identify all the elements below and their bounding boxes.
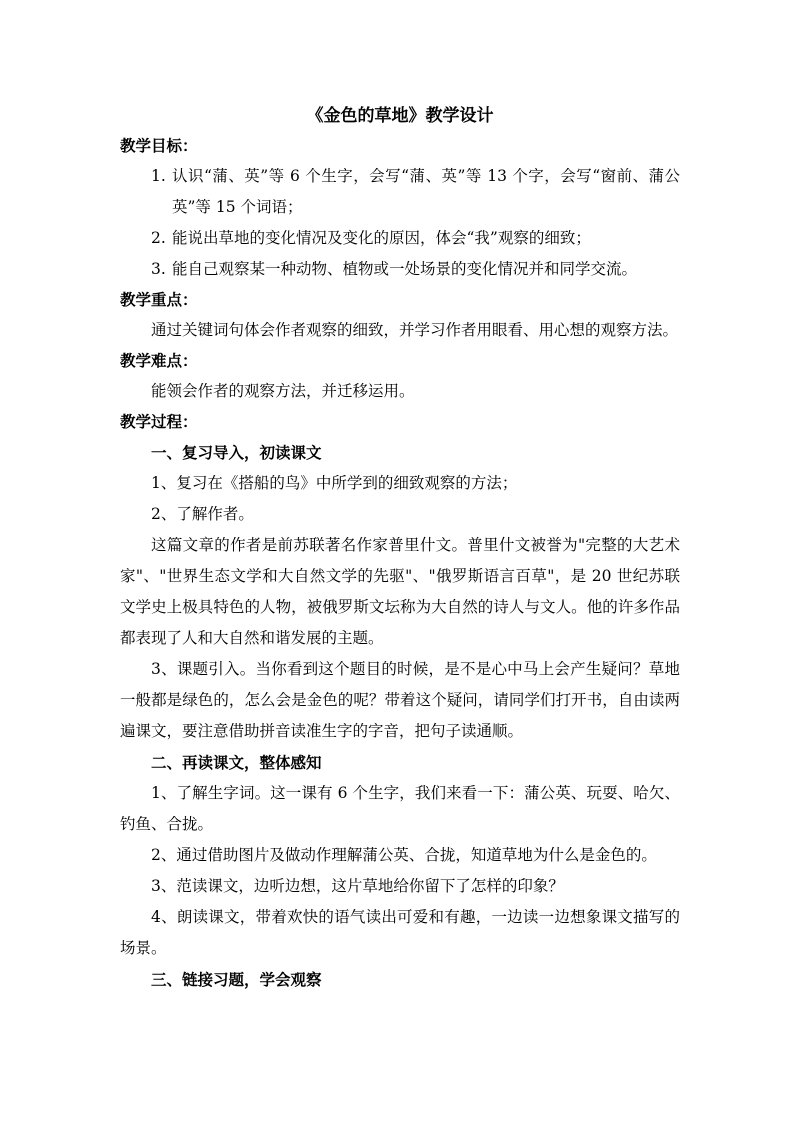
goal-number: 1.	[151, 167, 166, 185]
key-points-text: 通过关键词句体会作者观察的细致，并学习作者用眼看、用心想的观察方法。	[151, 321, 679, 339]
difficulty-heading: 教学难点：	[120, 351, 198, 370]
difficulty-text: 能领会作者的观察方法，并迁移运用。	[151, 382, 415, 400]
paragraph: 2、了解作者。	[151, 505, 254, 523]
paragraph: 2、通过借助图片及做动作理解蒲公英、合拢，知道草地为什么是金色的。	[151, 846, 657, 864]
goal-number: 2.	[151, 229, 166, 247]
paragraph: 1、复习在《搭船的鸟》中所学到的细致观察的方法；	[151, 474, 518, 492]
process-heading: 教学过程：	[120, 412, 198, 431]
goal-text: 认识“蒲、英”等 6 个生字，会写“蒲、英”等 13 个字，会写“窗前、蒲公英”等 15 个词语；	[172, 167, 680, 216]
goals-heading: 教学目标：	[120, 136, 198, 155]
section-title: 一、复习导入，初读课文	[151, 443, 322, 462]
goal-item	[120, 223, 680, 254]
paragraph: 3、范读课文，边听边想，这片草地给你留下了怎样的印象？	[151, 877, 564, 895]
key-points-heading: 教学重点：	[120, 290, 198, 309]
section-title: 三、链接习题，学会观察	[151, 970, 322, 989]
goal-item	[120, 254, 680, 285]
goal-number: 3.	[151, 260, 166, 278]
paragraph: 3、课题引入。当你看到这个题目的时候，是不是心中马上会产生疑问？草地一般都是绿色的，怎么会是金色的呢？带着这个疑问，请同学们打开书，自由读两遍课文，要注意借助拼音读准生字的字音，把句子读通顺。	[120, 660, 680, 740]
document-body	[120, 101, 680, 995]
paragraph: 这篇文章的作者是前苏联著名作家普里什文。普里什文被誉为"完整的大艺术家"、"世界生态文学和大自然文学的先驱"、"俄罗斯语言百草"，是 20 世纪苏联文学史上极具特色的人物，被俄罗斯文坛称为大自然的诗人与文人。他的许多作品都表现了人和大自然和谐发展的主题。	[120, 536, 680, 647]
section-title: 二、再读课文，整体感知	[151, 753, 322, 772]
goal-text: 能说出草地的变化情况及变化的原因，体会“我”观察的细致；	[172, 229, 591, 247]
goal-item	[120, 161, 680, 223]
goal-text: 能自己观察某一种动物、植物或一处场景的变化情况并和同学交流。	[172, 260, 638, 278]
paragraph: 4、朗读课文，带着欢快的语气读出可爱和有趣，一边读一边想象课文描写的场景。	[120, 908, 680, 957]
paragraph: 1、了解生字词。这一课有 6 个生字，我们来看一下：蒲公英、玩耍、哈欠、钓鱼、合拢。	[120, 784, 680, 833]
page-title: 《金色的草地》教学设计	[306, 106, 494, 126]
